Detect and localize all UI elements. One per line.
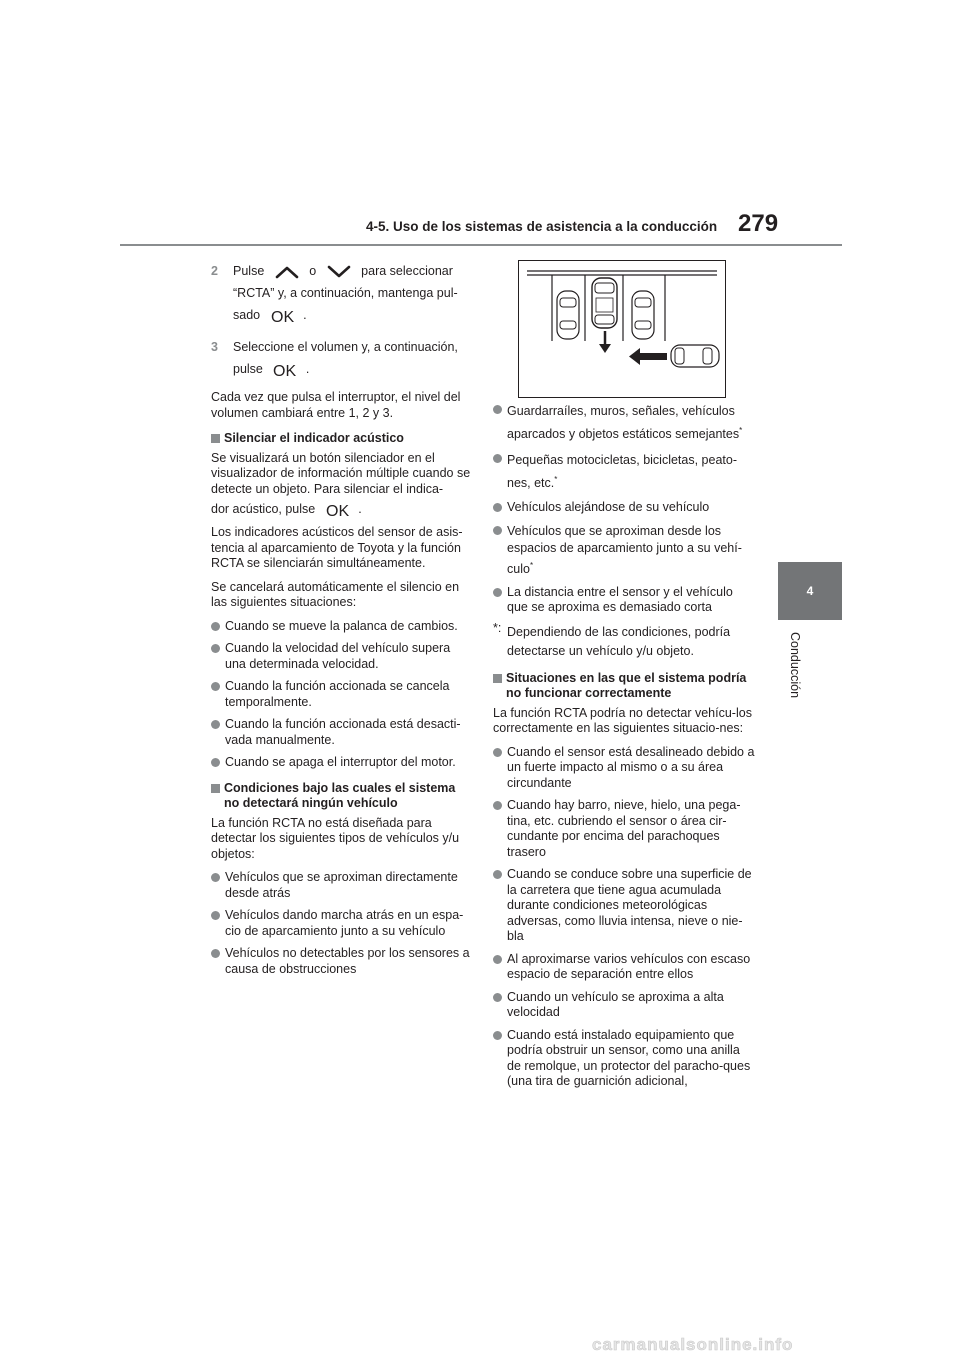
rcta-illustration bbox=[518, 260, 726, 398]
list-item: Cuando un vehículo se aproxima a alta velocidad bbox=[493, 990, 755, 1021]
list-item-text: Vehículos que se aproximan desde los espacios de aparcamiento junto a su vehí-culo bbox=[507, 523, 742, 576]
own-car bbox=[592, 278, 617, 328]
chevron-up-icon bbox=[274, 265, 300, 279]
list-item: Cuando el sensor está desalineado debido a un fuerte impacto al mismo o a su área circundante bbox=[493, 745, 755, 792]
header-rule bbox=[120, 244, 842, 246]
list-item: Cuando está instalado equipamiento que podría obstruir un sensor, como una anilla de remolque, un protector del paracho-ques (una tira de guarnición adicional, bbox=[493, 1028, 755, 1090]
watermark-logo bbox=[592, 1333, 952, 1355]
list-item-text: Pequeñas motocicletas, bicicletas, peato-nes, etc. bbox=[507, 453, 737, 491]
chapter-tab[interactable]: 4 bbox=[778, 562, 842, 620]
step-number: 2 bbox=[211, 264, 218, 278]
section-heading: Silenciar el indicador acústico bbox=[211, 431, 471, 447]
section-heading: Condiciones bajo las cuales el sistema no detectará ningún vehículo bbox=[211, 781, 471, 812]
step-text: Pulse bbox=[233, 264, 265, 278]
list-item: Cuando la función accionada está desacti-vada manualmente. bbox=[211, 717, 471, 748]
chevron-down-icon bbox=[326, 265, 352, 279]
approaching-car bbox=[671, 345, 719, 367]
section-heading: Situaciones en las que el sistema podría no funcionar correctamente bbox=[493, 671, 755, 702]
list-item: Cuando la velocidad del vehículo supera una determinada velocidad. bbox=[211, 641, 471, 672]
list-item: Cuando la función accionada se cancela temporalmente. bbox=[211, 679, 471, 710]
footnote-text: Dependiendo de las condiciones, podría detectarse un vehículo y/u objeto. bbox=[507, 624, 731, 658]
list-item: La distancia entre el sensor y el vehículo que se aproxima es demasiado corta bbox=[493, 585, 755, 616]
footnote-mark: *: bbox=[493, 620, 502, 635]
paragraph: Se visualizará un botón silenciador en el visualizador de información múltiple cuando se detecte un objeto. Para silenciar el indica- bbox=[211, 450, 471, 496]
list-item: Vehículos que se aproximan directamente desde atrás bbox=[211, 870, 471, 901]
ok-icon bbox=[272, 362, 296, 378]
list-item bbox=[493, 451, 755, 493]
list-item: Vehículos no detectables por los sensores a causa de obstrucciones bbox=[211, 946, 471, 977]
paragraph: La función RCTA podría no detectar vehícu-los correctamente en las siguientes situacio-nes: bbox=[493, 705, 752, 736]
step-text: o bbox=[309, 264, 317, 278]
ok-icon bbox=[270, 308, 294, 324]
approaching-arrow bbox=[629, 348, 667, 365]
step-2 bbox=[211, 260, 471, 326]
step-text: Seleccione el volumen y, a continuación, bbox=[233, 340, 458, 354]
step-text: pulse bbox=[233, 362, 263, 376]
step-text: . bbox=[303, 308, 307, 322]
list-item bbox=[493, 523, 755, 578]
svg-text:OK: OK bbox=[325, 502, 349, 518]
parking-diagram bbox=[519, 261, 725, 397]
svg-text:carmanualsonline.info: carmanualsonline.info bbox=[592, 1335, 794, 1354]
footnote-star: * bbox=[529, 560, 534, 570]
list-item: Vehículos dando marcha atrás en un espa-cio de aparcamiento junto a su vehículo bbox=[211, 908, 471, 939]
svg-text:OK: OK bbox=[273, 362, 297, 378]
list-item: Vehículos alejándose de su vehículo bbox=[493, 500, 755, 516]
footnote-star: * bbox=[554, 475, 558, 485]
footnote bbox=[493, 620, 755, 661]
step-text: sado bbox=[233, 308, 261, 322]
list-item: Cuando hay barro, nieve, hielo, una pega-tina, etc. cubriendo el sensor o área cir-cundante por encima del parachoques trasero bbox=[493, 798, 755, 860]
right-column bbox=[493, 402, 755, 1097]
paragraph: La función RCTA no está diseñada para detectar los siguientes tipos de vehículos y/u objetos: bbox=[211, 815, 460, 861]
ok-icon bbox=[325, 502, 349, 518]
list-item: Al aproximarse varios vehículos con escaso espacio de separación entre ellos bbox=[493, 952, 755, 983]
footnote-star: * bbox=[739, 426, 743, 435]
list-item bbox=[493, 402, 755, 444]
list-item-text: Guardarraíles, muros, señales, vehículos aparcados y objetos estáticos semejantes bbox=[507, 404, 740, 442]
section-title: 4-5. Uso de los sistemas de asistencia a la conducción bbox=[366, 219, 718, 234]
step-text: . bbox=[305, 362, 310, 376]
paragraph bbox=[211, 497, 471, 521]
paragraph: Se cancelará automáticamente el silencio en las siguientes situaciones: bbox=[211, 579, 460, 609]
step-text: “RCTA” y, a continuación, mantenga pul- bbox=[233, 286, 458, 300]
parked-car-right bbox=[632, 291, 654, 339]
list-item: Cuando se apaga el interruptor del motor. bbox=[211, 755, 471, 771]
paragraph-text: dor acústico, pulse bbox=[211, 502, 316, 516]
parked-car-left bbox=[557, 291, 579, 339]
step-text: para seleccionar bbox=[361, 264, 453, 278]
svg-text:OK: OK bbox=[270, 308, 294, 324]
paragraph: Cada vez que pulsa el interruptor, el nivel del volumen cambiará entre 1, 2 y 3. bbox=[211, 390, 461, 420]
step-number: 3 bbox=[211, 340, 218, 354]
paragraph-text: . bbox=[358, 502, 362, 516]
chapter-label-text: Conducción bbox=[788, 632, 802, 699]
left-column bbox=[211, 260, 471, 984]
page-number: 279 bbox=[738, 210, 779, 237]
list-item: Cuando se conduce sobre una superficie de la carretera que tiene agua acumulada durante condiciones meteorológicas adversas, como lluvia intensa, nieve o nie-bla bbox=[493, 867, 755, 945]
paragraph: Los indicadores acústicos del sensor de asis-tencia al aparcamiento de Toyota y la función RCTA se silenciarán simultáneamente. bbox=[211, 525, 463, 570]
chapter-label bbox=[766, 632, 826, 712]
step-3 bbox=[211, 336, 471, 380]
reverse-arrow bbox=[599, 331, 611, 353]
list-item: Cuando se mueve la palanca de cambios. bbox=[211, 619, 471, 635]
